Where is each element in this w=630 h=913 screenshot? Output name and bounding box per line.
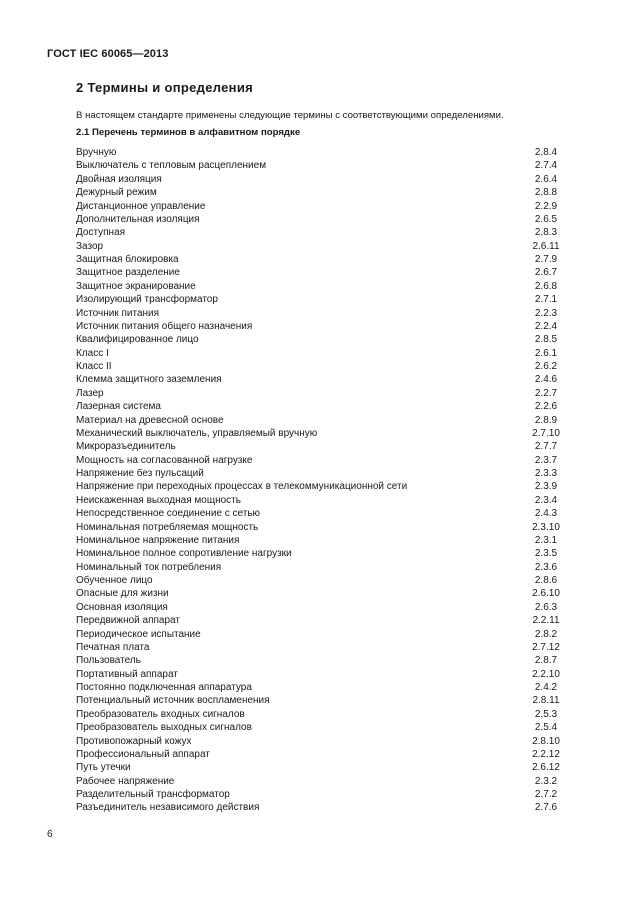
term-label: Мощность на согласованной нагрузке: [76, 454, 253, 466]
term-clause-number: 2.8.11: [532, 695, 560, 707]
term-label: Рабочее напряжение: [76, 775, 175, 787]
term-label: Дежурный режим: [76, 187, 157, 199]
term-label: Непосредственное соединение с сетью: [76, 508, 261, 520]
term-label: Квалифицированное лицо: [76, 334, 199, 346]
term-clause-number: 2.6.12: [532, 762, 560, 774]
term-row: [76, 400, 566, 413]
term-clause-number: 2.8.10: [532, 735, 560, 747]
term-clause-number: 2.7.10: [532, 427, 560, 439]
term-row: [76, 788, 566, 801]
term-label: Защитное экранирование: [76, 280, 196, 292]
term-clause-number: 2.2.11: [532, 615, 560, 627]
term-row: [76, 427, 566, 440]
term-row: [76, 574, 566, 587]
term-label: Защитное разделение: [76, 267, 180, 279]
term-clause-number: 2.3.7: [534, 454, 558, 466]
term-row: [76, 480, 566, 493]
term-clause-number: 2.8.2: [534, 628, 558, 640]
term-clause-number: 2.7.9: [534, 254, 558, 265]
term-row: [76, 761, 566, 774]
term-row: [76, 347, 566, 360]
term-label: Двойная изоляция: [76, 173, 162, 185]
term-row: [76, 521, 566, 534]
term-clause-number: 2.2.3: [534, 307, 558, 319]
term-clause-number: 2.3.3: [534, 468, 558, 479]
term-clause-number: 2.8.7: [534, 655, 558, 667]
term-row: [76, 320, 566, 333]
term-label: Лазер: [76, 387, 104, 399]
term-label: Путь утечки: [76, 762, 131, 774]
term-row: [76, 534, 566, 547]
term-row: [76, 414, 566, 427]
term-clause-number: 2.3.9: [534, 481, 558, 493]
term-row: [76, 681, 566, 694]
term-label: Периодическое испытание: [76, 628, 201, 640]
term-row: [76, 454, 566, 467]
term-label: Номинальная потребляемая мощность: [76, 521, 259, 533]
term-label: Выключатель с тепловым расцеплением: [76, 160, 267, 172]
intro-paragraph: В настоящем стандарте применены следующие термины с соответствующими определениями.: [76, 110, 504, 121]
term-clause-number: 2.6.2: [534, 361, 558, 372]
term-row: [76, 547, 566, 560]
term-row: [76, 373, 566, 386]
term-row: [76, 614, 566, 627]
term-clause-number: 2.6.1: [534, 347, 558, 359]
term-clause-number: 2.3.5: [534, 548, 558, 560]
term-label: Портативный аппарат: [76, 668, 178, 680]
term-row: [76, 494, 566, 507]
term-row: [76, 694, 566, 707]
term-clause-number: 2.6.5: [534, 213, 558, 225]
term-label: Источник питания: [76, 307, 160, 319]
term-row: [76, 200, 566, 213]
term-clause-number: 2.8.6: [534, 575, 558, 586]
term-clause-number: 2.2.12: [532, 748, 560, 760]
term-label: Дополнительная изоляция: [76, 213, 200, 225]
term-clause-number: 2.7.7: [534, 441, 558, 453]
term-row: [76, 159, 566, 172]
term-label: Дистанционное управление: [76, 200, 206, 212]
term-row: [76, 146, 566, 159]
term-label: Доступная: [76, 227, 126, 239]
term-clause-number: 2.5.3: [534, 708, 558, 720]
term-clause-number: 2.2.6: [534, 401, 558, 413]
term-clause-number: 2.2.7: [534, 387, 558, 399]
term-clause-number: 2.7.12: [532, 641, 560, 653]
term-clause-number: 2.3.1: [534, 534, 558, 546]
term-list: [76, 146, 566, 815]
term-label: Основная изоляция: [76, 601, 168, 613]
term-row: [76, 253, 566, 266]
term-clause-number: 2.4.2: [534, 682, 558, 693]
term-row: [76, 708, 566, 721]
term-row: [76, 467, 566, 480]
term-clause-number: 2.6.8: [534, 280, 558, 292]
term-row: [76, 721, 566, 734]
term-clause-number: 2.4.6: [534, 374, 558, 386]
term-clause-number: 2.3.4: [534, 494, 558, 506]
term-label: Механический выключатель, управляемый вручную: [76, 427, 318, 439]
term-label: Номинальный ток потребления: [76, 561, 222, 573]
term-row: [76, 266, 566, 279]
page-number: 6: [47, 829, 53, 840]
term-label: Номинальное напряжение питания: [76, 534, 240, 546]
term-label: Противопожарный кожух: [76, 735, 192, 747]
term-row: [76, 641, 566, 654]
term-clause-number: 2.6.10: [532, 588, 560, 600]
term-label: Профессиональный аппарат: [76, 748, 210, 760]
term-label: Неискаженная выходная мощность: [76, 494, 241, 506]
term-row: [76, 507, 566, 520]
term-label: Клемма защитного заземления: [76, 374, 222, 386]
term-clause-number: 2.3.6: [534, 561, 558, 573]
term-label: Опасные для жизни: [76, 588, 169, 600]
term-label: Вручную: [76, 147, 117, 158]
term-row: [76, 561, 566, 574]
term-label: Преобразователь входных сигналов: [76, 708, 245, 720]
term-clause-number: 2.3.10: [532, 521, 560, 533]
term-row: [76, 601, 566, 614]
term-row: [76, 173, 566, 186]
term-label: Защитная блокировка: [76, 254, 179, 265]
term-row: [76, 440, 566, 453]
term-row: [76, 226, 566, 239]
term-clause-number: 2.8.8: [534, 187, 558, 199]
term-clause-number: 2.8.3: [534, 227, 558, 239]
term-clause-number: 2.6.3: [534, 601, 558, 613]
term-label: Напряжение при переходных процессах в телекоммуникационной сети: [76, 481, 408, 493]
term-row: [76, 775, 566, 788]
term-clause-number: 2.6.4: [534, 173, 558, 185]
term-label: Постоянно подключенная аппаратура: [76, 682, 252, 693]
term-label: Потенциальный источник воспламенения: [76, 695, 270, 707]
term-clause-number: 2.7.1: [534, 294, 558, 306]
term-label: Передвижной аппарат: [76, 615, 180, 627]
term-row: [76, 240, 566, 253]
term-clause-number: 2.6.7: [534, 267, 558, 279]
term-row: [76, 801, 566, 814]
term-row: [76, 307, 566, 320]
term-clause-number: 2.3.2: [534, 775, 558, 787]
term-row: [76, 735, 566, 748]
term-clause-number: 2.8.4: [534, 147, 558, 158]
term-label: Напряжение без пульсаций: [76, 468, 204, 479]
term-row: [76, 668, 566, 681]
term-row: [76, 333, 566, 346]
term-label: Зазор: [76, 240, 104, 252]
term-clause-number: 2.7.6: [534, 802, 558, 814]
subsection-title: 2.1 Перечень терминов в алфавитном порядке: [76, 127, 301, 138]
term-row: [76, 213, 566, 226]
term-label: Пользователь: [76, 655, 141, 667]
term-label: Материал на древесной основе: [76, 414, 224, 426]
term-clause-number: 2.6.11: [532, 240, 560, 252]
term-row: [76, 587, 566, 600]
term-label: Лазерная система: [76, 401, 161, 413]
term-clause-number: 2.7.4: [534, 160, 558, 172]
term-label: Печатная плата: [76, 641, 150, 653]
term-label: Класс I: [76, 347, 109, 359]
term-label: Изолирующий трансформатор: [76, 294, 218, 306]
term-row: [76, 293, 566, 306]
term-clause-number: 2.4.3: [534, 508, 558, 520]
term-clause-number: 2.8.5: [534, 334, 558, 346]
term-label: Номинальное полное сопротивление нагрузки: [76, 548, 292, 560]
term-clause-number: 2.5.4: [534, 722, 558, 734]
term-label: Микроразъединитель: [76, 441, 176, 453]
term-label: Обученное лицо: [76, 575, 153, 586]
section-title: 2 Термины и определения: [76, 80, 254, 95]
term-clause-number: 2.2.9: [534, 200, 558, 212]
term-row: [76, 387, 566, 400]
term-row: [76, 654, 566, 667]
term-label: Преобразователь выходных сигналов: [76, 722, 252, 734]
term-label: Разъединитель независимого действия: [76, 802, 260, 814]
term-clause-number: 2.7.2: [534, 789, 558, 800]
term-label: Источник питания общего назначения: [76, 320, 253, 332]
term-row: [76, 628, 566, 641]
term-clause-number: 2.2.4: [534, 320, 558, 332]
term-row: [76, 280, 566, 293]
document-header: ГОСТ IEC 60065—2013: [47, 48, 169, 60]
term-label: Разделительный трансформатор: [76, 789, 230, 800]
term-label: Класс II: [76, 361, 112, 372]
term-row: [76, 748, 566, 761]
term-clause-number: 2.2.10: [532, 668, 560, 680]
term-row: [76, 360, 566, 373]
term-clause-number: 2.8.9: [534, 414, 558, 426]
term-row: [76, 186, 566, 199]
